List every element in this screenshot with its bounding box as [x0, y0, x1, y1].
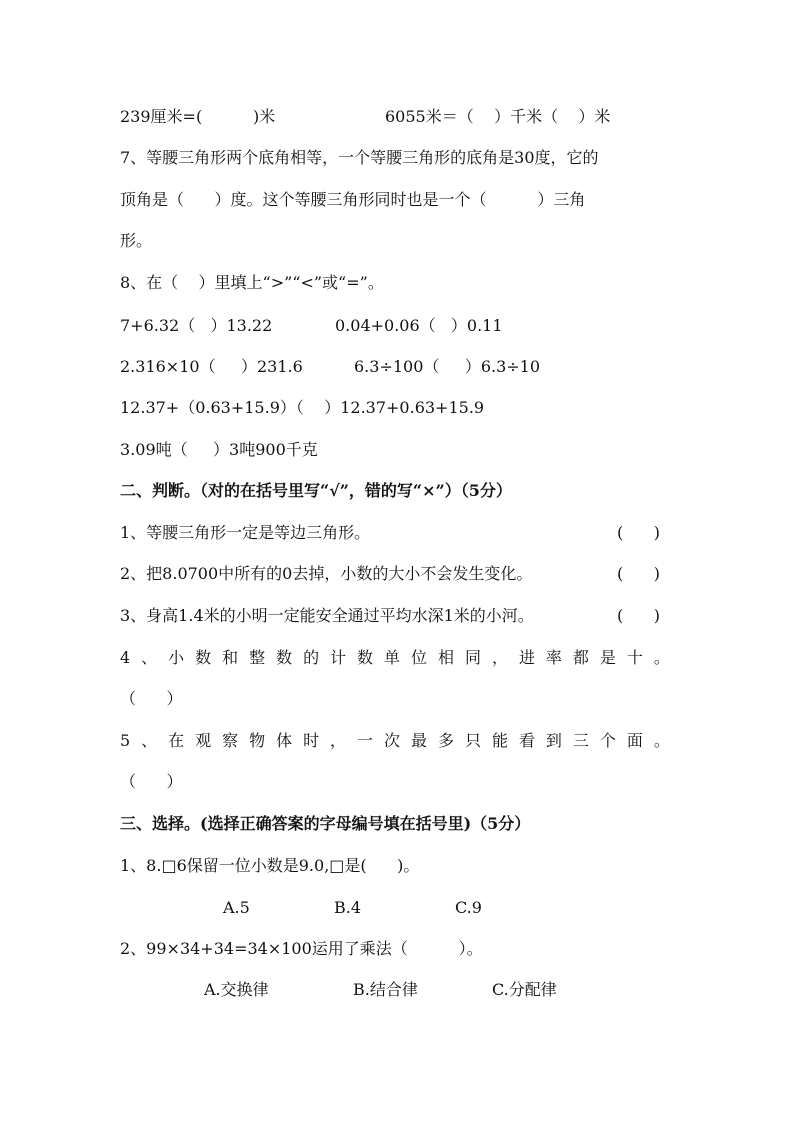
section-3-title: 三、选择。(选择正确答案的字母编号填在括号里)（5分） — [120, 814, 531, 833]
choice-option-a: A.5 — [223, 898, 250, 917]
compare-item-6: 3.09吨（ ）3吨900千克 — [120, 440, 318, 459]
judge-answer-4: （ ） — [120, 689, 183, 708]
judge-answer-3: ( ) — [617, 606, 660, 625]
question-8: 8、在（ ）里填上“>”“<”或“=”。 — [120, 273, 384, 292]
choice-option-b: B.4 — [334, 898, 362, 917]
compare-item-1: 7+6.32（ ）13.22 — [120, 316, 273, 335]
judge-answer-5: （ ） — [120, 772, 183, 791]
choice-question-2: 2、99×34+34=34×100运用了乘法（ ）。 — [120, 939, 483, 958]
compare-item-2: 0.04+0.06（ ）0.11 — [335, 316, 503, 335]
choice-option-c: C.分配律 — [492, 980, 557, 999]
compare-item-3: 2.316×10（ ）231.6 — [120, 357, 303, 376]
choice-question-1: 1、8.□6保留一位小数是9.0,□是( )。 — [120, 856, 420, 875]
judge-answer-2: ( ) — [617, 564, 660, 583]
judge-item-4: 4 、 小 数 和 整 数 的 计 数 单 位 相 同 ， 进 率 都 是 十 。 — [120, 648, 670, 667]
question-7-line-3: 形。 — [120, 231, 153, 250]
unit-conversion-cm: 239厘米=( )米 — [120, 107, 276, 126]
choice-option-a: A.交换律 — [204, 980, 269, 999]
section-2-title: 二、判断。（对的在括号里写“√”，错的写“×”）（5分） — [120, 481, 512, 500]
question-7-line-2: 顶角是（ ）度。这个等腰三角形同时也是一个（ ）三角 — [120, 190, 586, 209]
choice-option-c: C.9 — [455, 898, 482, 917]
judge-item-1: 1、等腰三角形一定是等边三角形。 — [120, 523, 371, 542]
question-7-line-1: 7、等腰三角形两个底角相等，一个等腰三角形的底角是30度，它的 — [120, 148, 599, 167]
judge-answer-1: ( ) — [617, 523, 660, 542]
compare-item-4: 6.3÷100（ ）6.3÷10 — [354, 357, 541, 376]
judge-item-2: 2、把8.0700中所有的0去掉，小数的大小不会发生变化。 — [120, 564, 533, 583]
unit-conversion-m: 6055米＝（ ）千米（ ）米 — [385, 107, 611, 126]
choice-option-b: B.结合律 — [353, 980, 418, 999]
compare-item-5: 12.37+（0.63+15.9）（ ）12.37+0.63+15.9 — [120, 398, 485, 417]
judge-item-5: 5 、 在 观 察 物 体 时 ， 一 次 最 多 只 能 看 到 三 个 面 。 — [120, 731, 670, 750]
judge-item-3: 3、身高1.4米的小明一定能安全通过平均水深1米的小河。 — [120, 606, 534, 625]
